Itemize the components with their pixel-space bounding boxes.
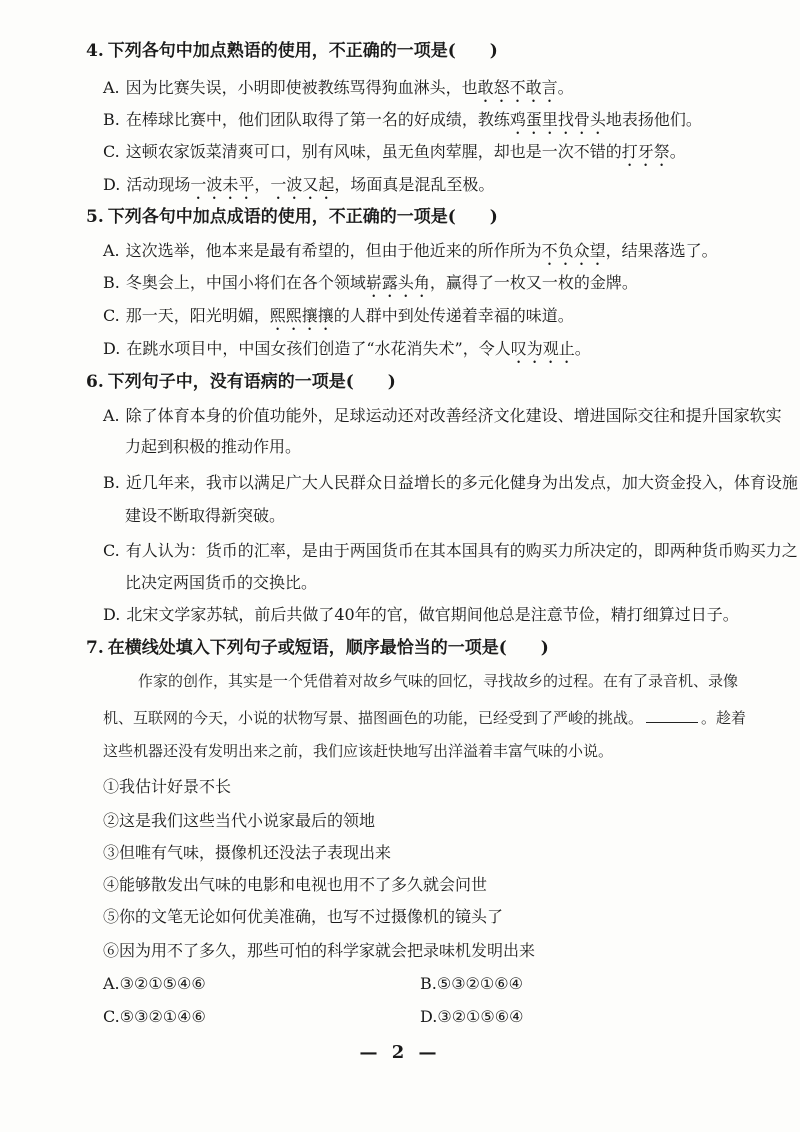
page-number: — 2 — <box>359 1042 441 1063</box>
option-letter: D. <box>103 605 121 624</box>
choice-letter: C. <box>103 1007 120 1026</box>
option-text-before: 冬奥会上，中国小将们在各个领域 <box>125 273 366 292</box>
question-4-option-d[interactable] <box>103 174 494 203</box>
dotted-phrase: 打牙祭 <box>621 142 670 161</box>
option-letter: B. <box>103 473 120 492</box>
choice-text: ③②①⑤④⑥ <box>119 974 206 993</box>
option-letter: C. <box>103 306 120 325</box>
choice-letter: B. <box>420 974 437 993</box>
passage-text-after-blank: 。趁着 <box>701 709 747 727</box>
question-4-option-a[interactable] <box>103 77 574 106</box>
question-6-option-d[interactable] <box>103 604 739 626</box>
option-text-before: 那一天，阳光明媚， <box>125 306 270 325</box>
question-text: 下列各句中加点成语的使用，不正确的一项是( ) <box>107 207 498 227</box>
option-text-after: 。 <box>669 142 686 161</box>
question-5-option-a[interactable] <box>103 240 718 269</box>
choice-text: ⑤③②①④⑥ <box>119 1007 206 1026</box>
passage-line-3: 这些机器还没有发明出来之前，我们应该赶快地写出洋溢着丰富气味的小说。 <box>103 742 614 760</box>
option-letter: A. <box>103 406 120 425</box>
option-letter: D. <box>103 175 121 194</box>
question-5-option-d[interactable] <box>103 338 591 367</box>
question-4-stem <box>86 40 498 62</box>
question-6-option-c[interactable] <box>103 540 798 562</box>
sentence-item: ④能够散发出气味的电影和电视也用不了多久就会问世 <box>103 875 488 894</box>
option-text: 除了体育本身的价值功能外，足球运动还对改善经济文化建设、增进国际交往和提升国家软实 <box>125 406 782 425</box>
option-text: 有人认为：货币的汇率，是由于两国货币在其本国具有的购买力所决定的，即两种货币购买力之 <box>125 541 798 560</box>
option-text-after: 地表扬他们。 <box>605 110 702 129</box>
question-7-choice-d[interactable] <box>420 1006 523 1028</box>
choice-text: ⑤③②①⑥④ <box>436 974 523 993</box>
question-4-option-c[interactable] <box>103 141 686 170</box>
dotted-phrase: 一波未平，一波又起 <box>190 175 335 194</box>
option-letter: D. <box>103 339 121 358</box>
question-6-option-c-continued: 比决定两国货币的交换比。 <box>125 573 318 592</box>
passage-text-before-blank: 机、互联网的今天，小说的状物写景、描图画色的功能，已经受到了严峻的挑战。 <box>103 709 644 727</box>
question-text: 下列各句中加点熟语的使用，不正确的一项是( ) <box>107 41 498 61</box>
question-7-choice-a[interactable] <box>103 973 206 995</box>
question-7-stem <box>86 637 549 659</box>
option-text-before: 在跳水项目中，中国女孩们创造了“水花消失术”，令人 <box>126 339 511 358</box>
question-number: 6. <box>86 372 104 392</box>
question-number: 7. <box>86 638 104 658</box>
question-6-option-a[interactable] <box>103 405 782 427</box>
dotted-phrase: 鸡蛋里找骨头 <box>509 110 606 129</box>
question-5-option-b[interactable] <box>103 272 638 301</box>
dotted-phrase: 敢怒不敢言 <box>477 78 558 97</box>
option-letter: B. <box>103 110 120 129</box>
option-text-before: 这次选举，他本来是最有希望的，但由于他近来的所作所为 <box>125 241 542 260</box>
option-letter: A. <box>103 241 120 260</box>
option-text-before: 活动现场 <box>126 175 191 194</box>
option-text-after: 。 <box>574 339 591 358</box>
option-text-before: 因为比赛失误，小明即使被教练骂得狗血淋头，也 <box>125 78 478 97</box>
question-text: 下列句子中，没有语病的一项是( ) <box>107 372 396 392</box>
question-6-option-b[interactable] <box>103 472 798 494</box>
question-5-stem <box>86 206 498 228</box>
sentence-item: ①我估计好景不长 <box>103 777 232 796</box>
option-text: 近几年来，我市以满足广大人民群众日益增长的多元化健身为出发点，加大资金投入，体育设施 <box>125 473 798 492</box>
option-letter: B. <box>103 273 120 292</box>
option-letter: C. <box>103 541 120 560</box>
question-4-option-b[interactable] <box>103 109 702 138</box>
sentence-item: ⑥因为用不了多久，那些可怕的科学家就会把录味机发明出来 <box>103 941 536 960</box>
question-7-choice-c[interactable] <box>103 1006 206 1028</box>
sentence-item: ⑤你的文笔无论如何优美准确，也写不过摄像机的镜头了 <box>103 907 504 926</box>
sentence-item: ②这是我们这些当代小说家最后的领地 <box>103 811 376 830</box>
question-6-stem <box>86 371 396 393</box>
sentence-item: ③但唯有气味，摄像机还没法子表现出来 <box>103 843 392 862</box>
option-letter: C. <box>103 142 120 161</box>
option-text-before: 在棒球比赛中，他们团队取得了第一名的好成绩，教练 <box>125 110 510 129</box>
choice-text: ③②①⑤⑥④ <box>437 1007 524 1026</box>
passage-line-1: 作家的创作，其实是一个凭借着对故乡气味的回忆，寻找故乡的过程。在有了录音机、录像 <box>138 672 739 690</box>
question-6-option-a-continued: 力起到积极的推动作用。 <box>125 437 302 456</box>
fill-in-blank[interactable] <box>646 706 698 723</box>
choice-letter: A. <box>103 974 120 993</box>
dotted-phrase: 叹为观止 <box>510 339 575 358</box>
question-text: 在横线处填入下列句子或短语，顺序最恰当的一项是( ) <box>107 638 549 658</box>
question-5-option-c[interactable] <box>103 305 574 334</box>
option-text-after: ，结果落选了。 <box>605 241 718 260</box>
choice-letter: D. <box>420 1007 438 1026</box>
option-text-after: 。 <box>557 78 574 97</box>
passage-line-2 <box>103 706 746 729</box>
question-6-option-b-continued: 建设不断取得新突破。 <box>125 506 286 525</box>
question-number: 5. <box>86 207 104 227</box>
option-text-after: ，场面真是混乱至极。 <box>334 175 495 194</box>
dotted-phrase: 不负众望 <box>541 241 606 260</box>
question-7-choice-b[interactable] <box>420 973 523 995</box>
dotted-phrase: 崭露头角 <box>365 273 430 292</box>
option-text-after: ，赢得了一枚又一枚的金牌。 <box>429 273 638 292</box>
option-text-after: 的人群中到处传递着幸福的味道。 <box>333 306 574 325</box>
option-letter: A. <box>103 78 120 97</box>
dotted-phrase: 熙熙攘攘 <box>269 306 334 325</box>
question-number: 4. <box>86 41 104 61</box>
option-text: 北宋文学家苏轼，前后共做了40年的官，做官期间他总是注意节俭，精打细算过日子。 <box>126 605 739 624</box>
option-text-before: 这顿农家饭菜清爽可口，别有风味，虽无鱼肉荤腥，却也是一次不错的 <box>125 142 622 161</box>
